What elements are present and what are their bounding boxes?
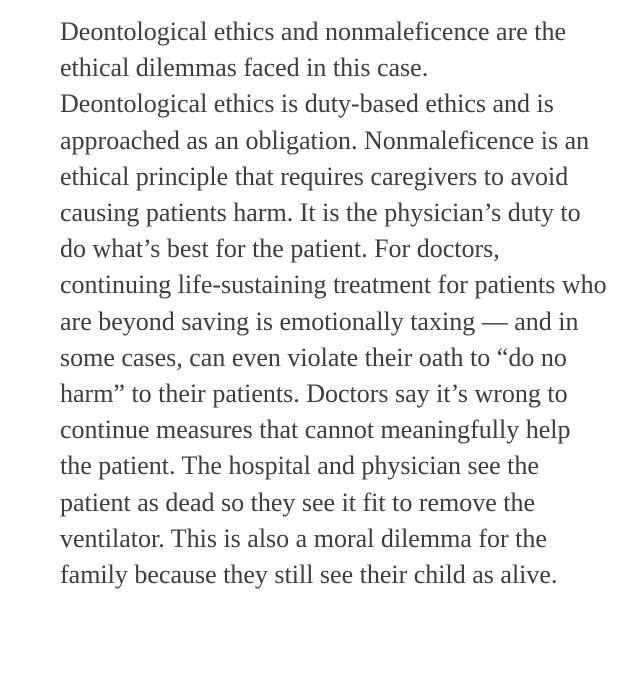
body-paragraph: Deontological ethics and nonmaleficence are the ethical dilemmas faced in this case. Deontological ethics is duty-based ethics and is approached as an obligation. Nonmaleficence is an ethical principle that requires caregivers to avoid causing patients harm. It is the physician’s duty to do what’s best for the patient. For doctors, continuing life-sustaining treatment for patients who are beyond saving is emotionally taxing — and in some cases, can even violate their oath to “do no harm” to their patients. Doctors say it’s wrong to continue measures that cannot meaningfully help the patient. The hospital and physician see the patient as dead so they see it fit to remove the ventilator. This is also a moral dilemma for the family because they still see their child as alive. <box>60 17 607 590</box>
